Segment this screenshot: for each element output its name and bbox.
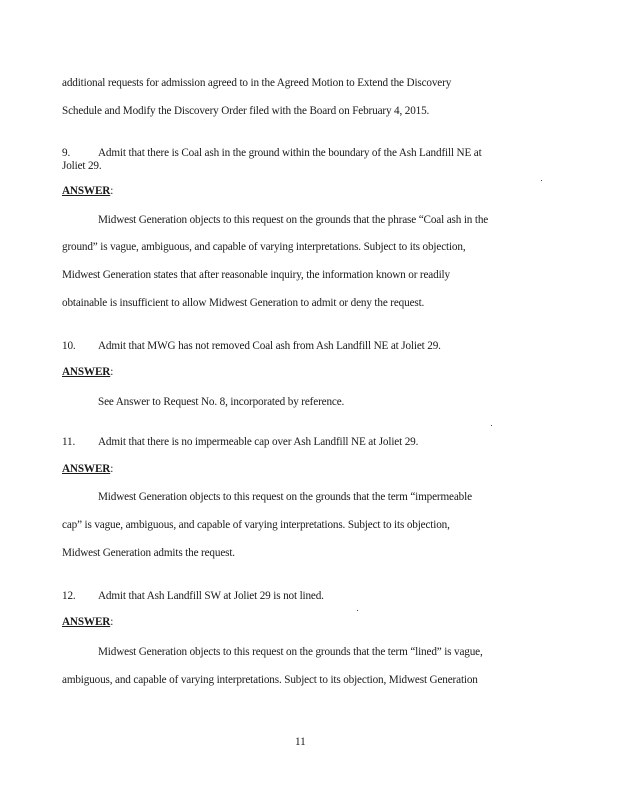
request-10-text: Admit that MWG has not removed Coal ash from Ash Landfill NE at Joliet 29.	[98, 340, 441, 352]
answer-9-line-4: obtainable is insufficient to allow Midwest Generation to admit or deny the request.	[62, 297, 425, 309]
scan-speck	[541, 180, 542, 181]
intro-line-2: Schedule and Modify the Discovery Order filed with the Board on February 4, 2015.	[62, 105, 430, 117]
request-9-number: 9.	[62, 147, 71, 159]
answer-11-line-2: cap” is vague, ambiguous, and capable of varying interpretations. Subject to its objection,	[62, 519, 450, 531]
answer-12-line-1: Midwest Generation objects to this request on the grounds that the term “lined” is vague,	[98, 646, 483, 658]
request-9-text-line-2: Joliet 29.	[62, 160, 102, 172]
answer-11-line-3: Midwest Generation admits the request.	[62, 547, 235, 559]
request-9	[62, 146, 482, 160]
request-11-text: Admit that there is no impermeable cap over Ash Landfill NE at Joliet 29.	[98, 436, 419, 448]
answer-9-line-1: Midwest Generation objects to this request on the grounds that the phrase “Coal ash in the	[98, 214, 489, 226]
answer-12-line-2: ambiguous, and capable of varying interpretations. Subject to its objection, Midwest Generation	[62, 674, 478, 686]
answer-10-label: ANSWER	[62, 366, 111, 378]
answer-9-line-2: ground” is vague, ambiguous, and capable of varying interpretations. Subject to its objection,	[62, 241, 466, 253]
answer-11-heading: ANSWER:	[62, 463, 114, 475]
answer-10-line-1: See Answer to Request No. 8, incorporated by reference.	[98, 396, 345, 408]
answer-9-heading: ANSWER:	[62, 185, 114, 197]
scan-speck	[491, 425, 492, 426]
request-9-text-line-1: Admit that there is Coal ash in the ground within the boundary of the Ash Landfill NE at	[98, 147, 482, 159]
request-11	[62, 435, 418, 449]
scan-speck	[357, 610, 358, 611]
request-12-text: Admit that Ash Landfill SW at Joliet 29 is not lined.	[98, 590, 324, 602]
page-number: 11	[295, 736, 306, 748]
answer-12-heading: ANSWER:	[62, 616, 114, 628]
request-12-number: 12.	[62, 590, 76, 602]
intro-line-1: additional requests for admission agreed to in the Agreed Motion to Extend the Discovery	[62, 77, 452, 89]
answer-9-line-3: Midwest Generation states that after reasonable inquiry, the information known or readily	[62, 269, 450, 281]
answer-10-heading: ANSWER:	[62, 366, 114, 378]
answer-9-label: ANSWER	[62, 185, 111, 197]
answer-11-line-1: Midwest Generation objects to this request on the grounds that the term “impermeable	[98, 491, 472, 503]
request-12	[62, 589, 324, 603]
answer-12-label: ANSWER	[62, 616, 111, 628]
request-10-number: 10.	[62, 340, 76, 352]
answer-11-label: ANSWER	[62, 463, 111, 475]
request-11-number: 11.	[62, 436, 76, 448]
request-10	[62, 339, 441, 353]
